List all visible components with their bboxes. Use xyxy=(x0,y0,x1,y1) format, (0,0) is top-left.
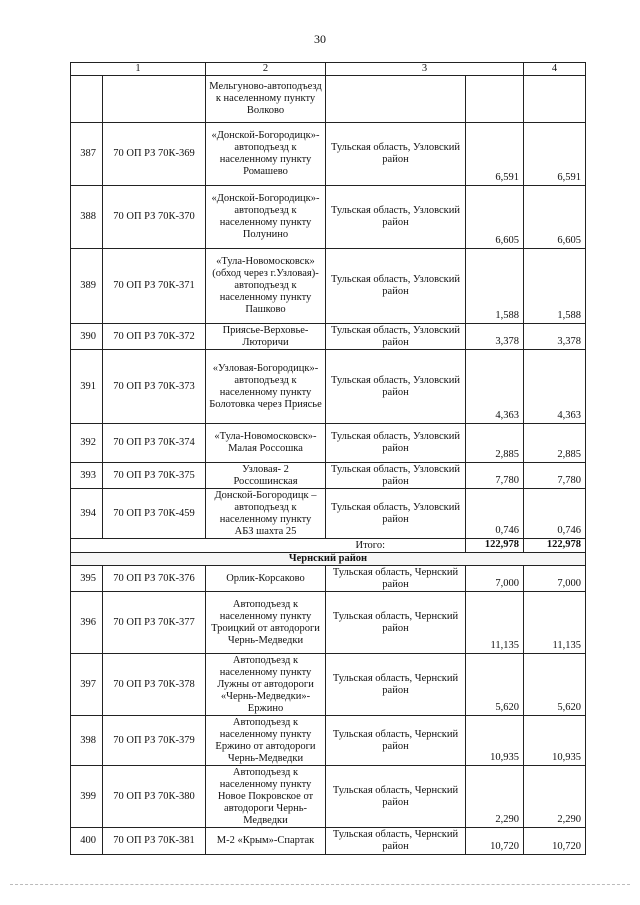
table-row xyxy=(71,716,586,766)
row-number: 390 xyxy=(71,324,103,350)
header-row xyxy=(71,63,586,76)
table-row xyxy=(71,424,586,463)
road-district: Тульская область, Чернский район xyxy=(326,766,466,828)
table-row xyxy=(71,324,586,350)
road-name: М-2 «Крым»-Спартак xyxy=(206,828,326,855)
road-code: 70 ОП РЗ 70К-459 xyxy=(103,489,206,539)
page-number: 30 xyxy=(314,32,326,46)
road-code: 70 ОП РЗ 70К-373 xyxy=(103,350,206,424)
road-code: 70 ОП РЗ 70К-374 xyxy=(103,424,206,463)
scan-edge-line xyxy=(10,884,630,887)
road-district: Тульская область, Чернский район xyxy=(326,828,466,855)
row-number: 389 xyxy=(71,249,103,324)
road-code: 70 ОП РЗ 70К-378 xyxy=(103,654,206,716)
road-name: «Узловая-Богородицк»-автоподъезд к населенному пункту Болотовка через Приясье xyxy=(206,350,326,424)
length-value-1: 4,363 xyxy=(466,350,524,424)
road-district: Тульская область, Узловский район xyxy=(326,186,466,249)
length-value-1: 2,290 xyxy=(466,766,524,828)
table-row xyxy=(71,76,586,123)
header-col-4: 4 xyxy=(524,63,586,76)
road-code: 70 ОП РЗ 70К-379 xyxy=(103,716,206,766)
road-code: 70 ОП РЗ 70К-371 xyxy=(103,249,206,324)
table-row xyxy=(71,828,586,855)
road-district: Тульская область, Чернский район xyxy=(326,716,466,766)
row-number: 387 xyxy=(71,123,103,186)
length-value-1: 6,605 xyxy=(466,186,524,249)
road-name: Автоподъезд к населенному пункту Троицкий от автодороги Чернь-Медведки xyxy=(206,592,326,654)
length-value-2: 10,720 xyxy=(524,828,586,855)
length-value-2: 5,620 xyxy=(524,654,586,716)
length-value-2: 6,605 xyxy=(524,186,586,249)
total-row xyxy=(71,539,586,553)
length-value-1: 7,000 xyxy=(466,566,524,592)
road-name: Автоподъезд к населенному пункту Лужны от автодороги «Чернь-Медведки»-Ержино xyxy=(206,654,326,716)
length-value-2: 6,591 xyxy=(524,123,586,186)
road-name: Донской-Богородицк – автоподъезд к населенному пункту АБЗ шахта 25 xyxy=(206,489,326,539)
length-value-2: 7,000 xyxy=(524,566,586,592)
table-row xyxy=(71,566,586,592)
road-name: Орлик-Корсаково xyxy=(206,566,326,592)
length-value-1: 7,780 xyxy=(466,463,524,489)
table-row xyxy=(71,489,586,539)
length-value-2: 2,885 xyxy=(524,424,586,463)
road-district: Тульская область, Чернский район xyxy=(326,592,466,654)
roads-table xyxy=(70,62,586,855)
total-value-1: 122,978 xyxy=(466,539,524,553)
table-row xyxy=(71,766,586,828)
road-name: «Тула-Новомосковск»-Малая Россошка xyxy=(206,424,326,463)
road-code: 70 ОП РЗ 70К-381 xyxy=(103,828,206,855)
length-value-1: 10,935 xyxy=(466,716,524,766)
length-value-2: 1,588 xyxy=(524,249,586,324)
road-district: Тульская область, Чернский район xyxy=(326,654,466,716)
table-row xyxy=(71,654,586,716)
road-district xyxy=(326,76,466,123)
road-district: Тульская область, Узловский район xyxy=(326,424,466,463)
length-value-2: 2,290 xyxy=(524,766,586,828)
section-title: Чернский район xyxy=(71,553,586,566)
road-name: Мельгуново-автоподъезд к населенному пункту Волково xyxy=(206,76,326,123)
road-name: Приясье-Верховье-Люторичи xyxy=(206,324,326,350)
table-row xyxy=(71,186,586,249)
row-number: 394 xyxy=(71,489,103,539)
length-value-1: 10,720 xyxy=(466,828,524,855)
road-district: Тульская область, Узловский район xyxy=(326,123,466,186)
road-code: 70 ОП РЗ 70К-380 xyxy=(103,766,206,828)
length-value-1: 1,588 xyxy=(466,249,524,324)
length-value-2: 0,746 xyxy=(524,489,586,539)
road-name: Узловая- 2 Россошинская xyxy=(206,463,326,489)
row-number: 397 xyxy=(71,654,103,716)
total-label: Итого: xyxy=(71,539,466,553)
road-code: 70 ОП РЗ 70К-377 xyxy=(103,592,206,654)
row-number: 399 xyxy=(71,766,103,828)
length-value-2: 7,780 xyxy=(524,463,586,489)
header-col-3: 3 xyxy=(326,63,524,76)
header-col-1: 1 xyxy=(71,63,206,76)
length-value-2: 11,135 xyxy=(524,592,586,654)
road-district: Тульская область, Узловский район xyxy=(326,249,466,324)
road-district: Тульская область, Узловский район xyxy=(326,489,466,539)
road-code: 70 ОП РЗ 70К-372 xyxy=(103,324,206,350)
length-value-1: 5,620 xyxy=(466,654,524,716)
row-number xyxy=(71,76,103,123)
road-name: «Тула-Новомосковск» (обход через г.Узловая)-автоподъезд к населенному пункту Пашково xyxy=(206,249,326,324)
road-name: Автоподъезд к населенному пункту Новое Покровское от автодороги Чернь-Медведки xyxy=(206,766,326,828)
row-number: 395 xyxy=(71,566,103,592)
length-value-2: 10,935 xyxy=(524,716,586,766)
table-row xyxy=(71,249,586,324)
table-row xyxy=(71,592,586,654)
length-value-1: 3,378 xyxy=(466,324,524,350)
length-value-1: 11,135 xyxy=(466,592,524,654)
road-name: «Донской-Богородицк»-автоподъезд к населенному пункту Ромашево xyxy=(206,123,326,186)
road-code: 70 ОП РЗ 70К-370 xyxy=(103,186,206,249)
road-code xyxy=(103,76,206,123)
length-value-2: 4,363 xyxy=(524,350,586,424)
table-row xyxy=(71,350,586,424)
length-value-1: 6,591 xyxy=(466,123,524,186)
row-number: 392 xyxy=(71,424,103,463)
road-code: 70 ОП РЗ 70К-376 xyxy=(103,566,206,592)
road-code: 70 ОП РЗ 70К-375 xyxy=(103,463,206,489)
header-col-2: 2 xyxy=(206,63,326,76)
length-value-2: 3,378 xyxy=(524,324,586,350)
row-number: 396 xyxy=(71,592,103,654)
table-row xyxy=(71,123,586,186)
total-value-2: 122,978 xyxy=(524,539,586,553)
row-number: 400 xyxy=(71,828,103,855)
length-value-1: 2,885 xyxy=(466,424,524,463)
road-name: Автоподъезд к населенному пункту Ержино от автодороги Чернь-Медведки xyxy=(206,716,326,766)
road-district: Тульская область, Узловский район xyxy=(326,324,466,350)
table-row xyxy=(71,463,586,489)
length-value-1: 0,746 xyxy=(466,489,524,539)
length-value-2 xyxy=(524,76,586,123)
road-name: «Донской-Богородицк»-автоподъезд к населенному пункту Полунино xyxy=(206,186,326,249)
row-number: 388 xyxy=(71,186,103,249)
row-number: 391 xyxy=(71,350,103,424)
length-value-1 xyxy=(466,76,524,123)
row-number: 393 xyxy=(71,463,103,489)
road-district: Тульская область, Узловский район xyxy=(326,463,466,489)
road-district: Тульская область, Чернский район xyxy=(326,566,466,592)
road-code: 70 ОП РЗ 70К-369 xyxy=(103,123,206,186)
row-number: 398 xyxy=(71,716,103,766)
road-district: Тульская область, Узловский район xyxy=(326,350,466,424)
section-row xyxy=(71,553,586,566)
